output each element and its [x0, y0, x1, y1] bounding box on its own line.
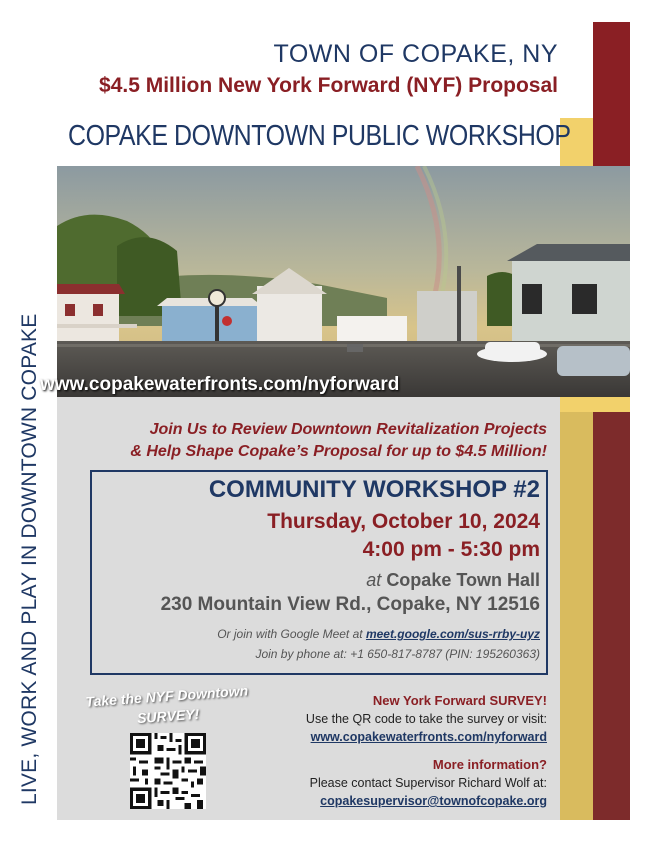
maroon-side-bar-bottom [593, 412, 630, 820]
intro-line-2: & Help Shape Copake’s Proposal for up to $4.5 Million! [130, 443, 547, 460]
contact-heading: More information? [432, 757, 547, 772]
vertical-slogan: LIVE, WORK AND PLAY IN DOWNTOWN COPAKE [18, 313, 41, 805]
event-date: Thursday, October 10, 2024 [267, 510, 540, 533]
event-title: COMMUNITY WORKSHOP #2 [208, 476, 540, 503]
google-meet-link[interactable]: meet.google.com/sus-rrby-uyz [365, 627, 540, 641]
survey-link[interactable]: www.copakewaterfronts.com/nyforward [310, 730, 547, 744]
proposal-subtitle: $4.5 Million New York Forward (NYF) Proposal [99, 74, 558, 97]
event-venue [366, 570, 540, 591]
gold-accent-bar [560, 412, 593, 820]
intro-line-1: Join Us to Review Downtown Revitalization Projects [149, 421, 547, 438]
workshop-heading: COPAKE DOWNTOWN PUBLIC WORKSHOP [68, 120, 571, 152]
meet-prefix: Or join with Google Meet at [217, 627, 363, 641]
survey-instructions: Use the QR code to take the survey or visit: [305, 712, 547, 726]
photo-website-url[interactable]: www.copakewaterfronts.com/nyforward [40, 374, 400, 395]
event-address: 230 Mountain View Rd., Copake, NY 12516 [160, 594, 540, 615]
google-meet-line [217, 627, 540, 641]
venue-name: Copake Town Hall [386, 570, 540, 590]
downtown-photo [57, 166, 630, 397]
phone-dial-in: Join by phone at: +1 650-817-8787 (PIN: 195260363) [255, 647, 540, 661]
qr-code-icon[interactable] [130, 733, 206, 809]
gold-accent-mid [560, 397, 630, 412]
survey-heading: New York Forward SURVEY! [372, 693, 547, 708]
venue-at-prefix: at [366, 570, 382, 590]
event-time: 4:00 pm - 5:30 pm [362, 538, 540, 561]
contact-instructions: Please contact Supervisor Richard Wolf at: [309, 776, 547, 790]
contact-email-link[interactable]: copakesupervisor@townofcopake.org [320, 794, 547, 808]
town-title: TOWN OF COPAKE, NY [273, 40, 558, 68]
survey-callout: Take the NYF Downtown SURVEY! [85, 682, 249, 727]
